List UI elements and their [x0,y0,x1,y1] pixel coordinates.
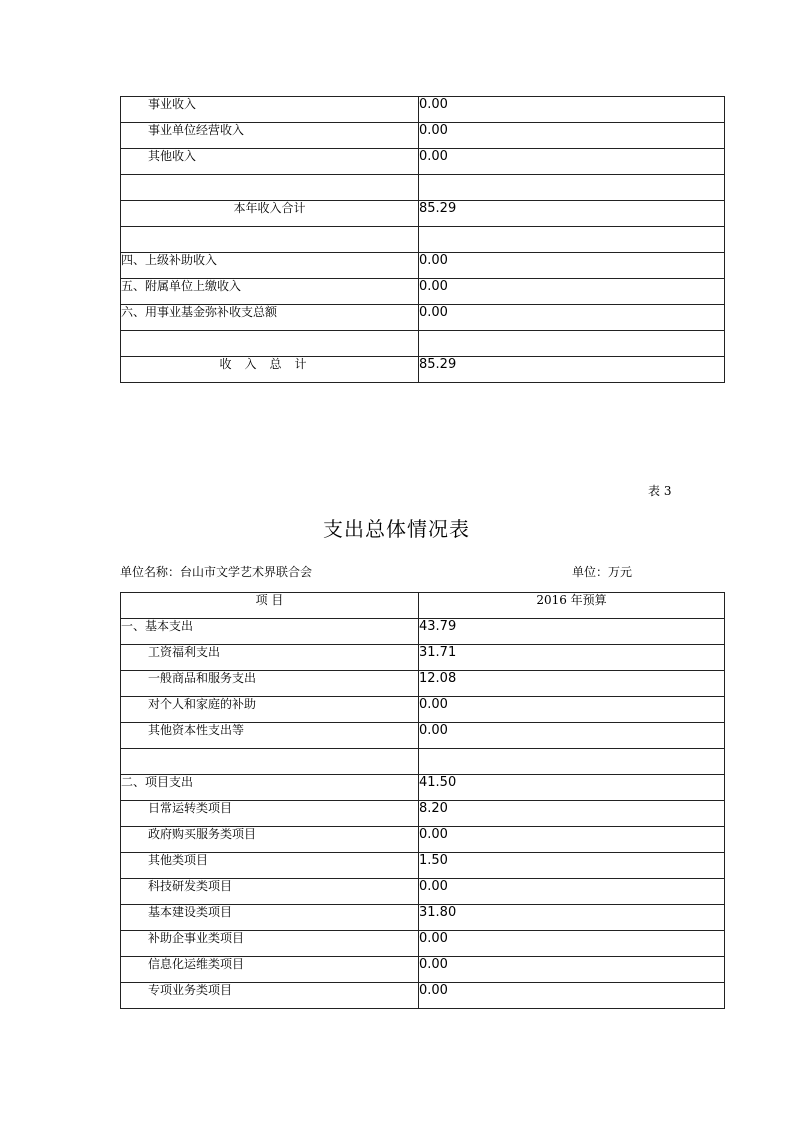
row-value: 1.50 [419,853,725,879]
row-label [121,227,419,253]
table-row-empty [121,227,725,253]
row-label [121,175,419,201]
row-value [419,331,725,357]
row-label: 补助企事业类项目 [121,931,419,957]
row-value: 0.00 [419,123,725,149]
income-grand-total-value: 85.29 [419,357,725,383]
table-row [121,931,725,957]
table-row [121,671,725,697]
table-row [121,801,725,827]
table-row-empty [121,331,725,357]
row-label: 对个人和家庭的补助 [121,697,419,723]
annual-income-total-value: 85.29 [419,201,725,227]
expenditure-table [120,592,725,1009]
row-label: 政府购买服务类项目 [121,827,419,853]
table-row-subtotal [121,201,725,227]
table-row [121,697,725,723]
table-row [121,853,725,879]
row-value: 0.00 [419,723,725,749]
table-row [121,983,725,1009]
row-value [419,175,725,201]
table-row [121,149,725,175]
row-value: 41.50 [419,775,725,801]
row-value [419,227,725,253]
unit-name: 单位名称：台山市文学艺术界联合会 [120,565,313,579]
table-row-empty [121,175,725,201]
row-label: 一般商品和服务支出 [121,671,419,697]
row-value: 0.00 [419,983,725,1009]
table-row [121,279,725,305]
table-number: 表 3 [648,484,672,498]
row-label: 二、项目支出 [121,775,419,801]
row-label: 日常运转类项目 [121,801,419,827]
table-row [121,723,725,749]
income-table [120,96,725,383]
row-value: 0.00 [419,931,725,957]
row-label: 四、上级补助收入 [121,253,419,279]
row-value: 0.00 [419,827,725,853]
row-value: 31.80 [419,905,725,931]
row-value: 0.00 [419,305,725,331]
table-row-grand-total [121,357,725,383]
row-value: 43.79 [419,619,725,645]
row-label: 其他类项目 [121,853,419,879]
row-label: 其他资本性支出等 [121,723,419,749]
column-header-item: 项 目 [121,593,419,619]
row-label: 专项业务类项目 [121,983,419,1009]
income-grand-total-label: 收入总计 [121,357,419,383]
row-label: 其他收入 [121,149,419,175]
row-label: 事业单位经营收入 [121,123,419,149]
row-label: 六、用事业基金弥补收支总额 [121,305,419,331]
table-row [121,957,725,983]
row-value [419,749,725,775]
row-label: 基本建设类项目 [121,905,419,931]
row-label: 五、附属单位上缴收入 [121,279,419,305]
table-row [121,879,725,905]
unit-label: 单位：万元 [572,565,633,579]
row-label [121,749,419,775]
annual-income-total-label: 本年收入合计 [121,201,419,227]
table-row-category [121,619,725,645]
row-value: 0.00 [419,697,725,723]
table-row [121,827,725,853]
table-header-row [121,593,725,619]
column-header-budget: 2016 年预算 [419,593,725,619]
row-value: 12.08 [419,671,725,697]
table-row [121,123,725,149]
row-value: 0.00 [419,149,725,175]
row-value: 0.00 [419,879,725,905]
page-title: 支出总体情况表 [323,517,470,541]
row-value: 0.00 [419,253,725,279]
row-value: 0.00 [419,97,725,123]
row-label [121,331,419,357]
row-label: 工资福利支出 [121,645,419,671]
table-row [121,305,725,331]
row-label: 一、基本支出 [121,619,419,645]
row-value: 31.71 [419,645,725,671]
table-row [121,253,725,279]
row-value: 0.00 [419,957,725,983]
row-value: 8.20 [419,801,725,827]
table-row [121,97,725,123]
table-row [121,645,725,671]
row-label: 事业收入 [121,97,419,123]
row-label: 科技研发类项目 [121,879,419,905]
row-label: 信息化运维类项目 [121,957,419,983]
row-value: 0.00 [419,279,725,305]
table-row-empty [121,749,725,775]
table-row [121,905,725,931]
table-row-category [121,775,725,801]
